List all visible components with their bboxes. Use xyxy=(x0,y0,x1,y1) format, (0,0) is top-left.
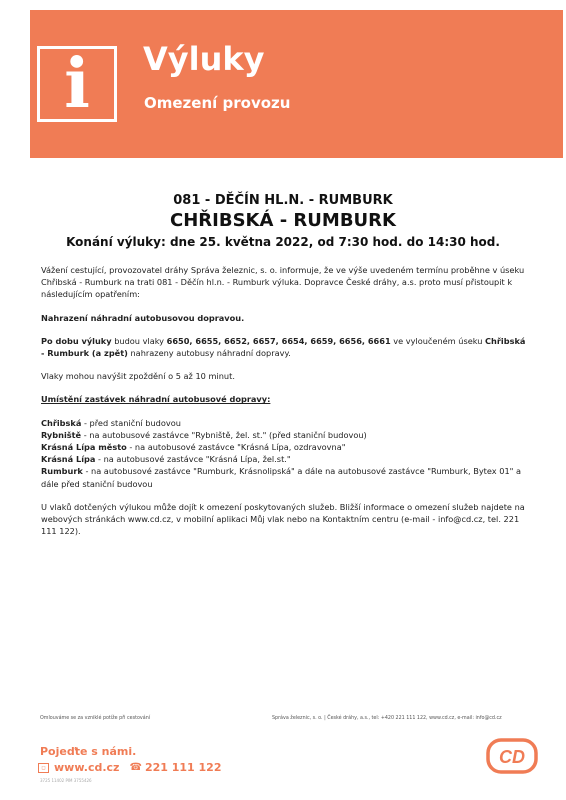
contact-row xyxy=(38,761,221,774)
web-icon: ◻ xyxy=(38,763,49,773)
web-link[interactable]: www.cd.cz xyxy=(54,761,120,774)
cd-logo-icon xyxy=(486,736,538,776)
section-heading: CHŘIBSKÁ - RUMBURK xyxy=(170,210,396,231)
trains-mid: budou vlaky xyxy=(111,335,167,346)
stop-name: Rybniště xyxy=(41,429,82,440)
header-banner xyxy=(30,10,563,158)
stop-item xyxy=(41,429,531,441)
train-numbers: 6650, 6655, 6652, 6657, 6654, 6659, 6656, 6661 xyxy=(166,335,391,346)
banner-title: Výluky xyxy=(143,40,265,78)
trains-after: ve vyloučeném úseku xyxy=(390,335,486,346)
operators-text: Správa železnic, s. o. | České dráhy, a.s., tel: +420 221 111 122, www.cd.cz, e-mail: info@cd.cz xyxy=(272,716,502,721)
banner-subtitle: Omezení provozu xyxy=(144,94,291,112)
trains-section: Chřibská - Rumburk (a zpět) xyxy=(41,335,526,359)
document-code: 3725 11402 PIM 3755426 xyxy=(40,778,92,783)
stop-name: Chřibská xyxy=(41,417,82,428)
stop-text: - na autobusové zastávce "Rybniště, žel. st." (před staniční budovou) xyxy=(81,429,367,440)
info-icon: i xyxy=(37,46,117,122)
notice-body xyxy=(41,264,531,537)
stop-item xyxy=(41,465,531,489)
line-heading: 081 - DĚČÍN HL.N. - RUMBURK xyxy=(173,193,393,208)
stop-text: - na autobusové zastávce "Rumburk, Krásnolipská" a dále na autobusové zastávce "Rumburk, Bytex 01" a dále před staniční budovou xyxy=(41,466,522,489)
stop-text: - na autobusové zastávce "Krásná Lípa, ozdravovna" xyxy=(126,442,346,453)
trains-paragraph xyxy=(41,335,531,359)
date-heading: Konání výluky: dne 25. května 2022, od 7:30 hod. do 14:30 hod. xyxy=(66,235,500,249)
delay-paragraph: Vlaky mohou navýšit zpoždění o 5 až 10 minut. xyxy=(41,371,235,382)
trains-end: nahrazeny autobusy náhradní dopravy. xyxy=(127,348,291,359)
stop-item xyxy=(41,417,531,429)
slogan: Pojeďte s námi. xyxy=(40,745,137,758)
stop-name: Krásná Lípa město xyxy=(41,442,127,453)
phone-icon: ☎ xyxy=(129,762,142,773)
replacement-heading: Nahrazení náhradní autobusovou dopravou. xyxy=(41,312,245,323)
stop-text: - na autobusové zastávce "Krásná Lípa, žel.st." xyxy=(95,454,291,465)
cd-logo-text: CD xyxy=(499,747,525,767)
trains-prefix: Po dobu výluky xyxy=(41,335,112,346)
phone-number[interactable]: 221 111 122 xyxy=(144,761,222,774)
services-notice: U vlaků dotčených výlukou může dojít k omezení poskytovaných služeb. Bližší informace o omezení služeb najdete na webových stránkách www.cd.cz, v mobilní aplikaci Můj vlak nebo na Kontaktním centru (e-mail - info@cd.cz, tel. 221 111 122). xyxy=(41,501,525,537)
stop-item xyxy=(41,453,531,465)
apology-text: Omlouváme se za vzniklé potíže při cestování xyxy=(40,716,151,721)
stop-name: Krásná Lípa xyxy=(41,454,96,465)
stop-item xyxy=(41,441,531,453)
intro-paragraph: Vážení cestující, provozovatel dráhy Správa železnic, s. o. informuje, že ve výše uvedeném termínu proběhne v úseku Chřibská - Rumburk na trati 081 - Děčín hl.n. - Rumburk výluka. Dopravce České dráhy, a.s. proto musí přistoupit k následujícím opatřením: xyxy=(41,265,525,300)
stop-text: - před staniční budovou xyxy=(81,417,181,428)
stop-name: Rumburk xyxy=(41,466,83,477)
stops-heading: Umístění zastávek náhradní autobusové dopravy: xyxy=(41,394,271,405)
stops-list xyxy=(41,417,531,490)
